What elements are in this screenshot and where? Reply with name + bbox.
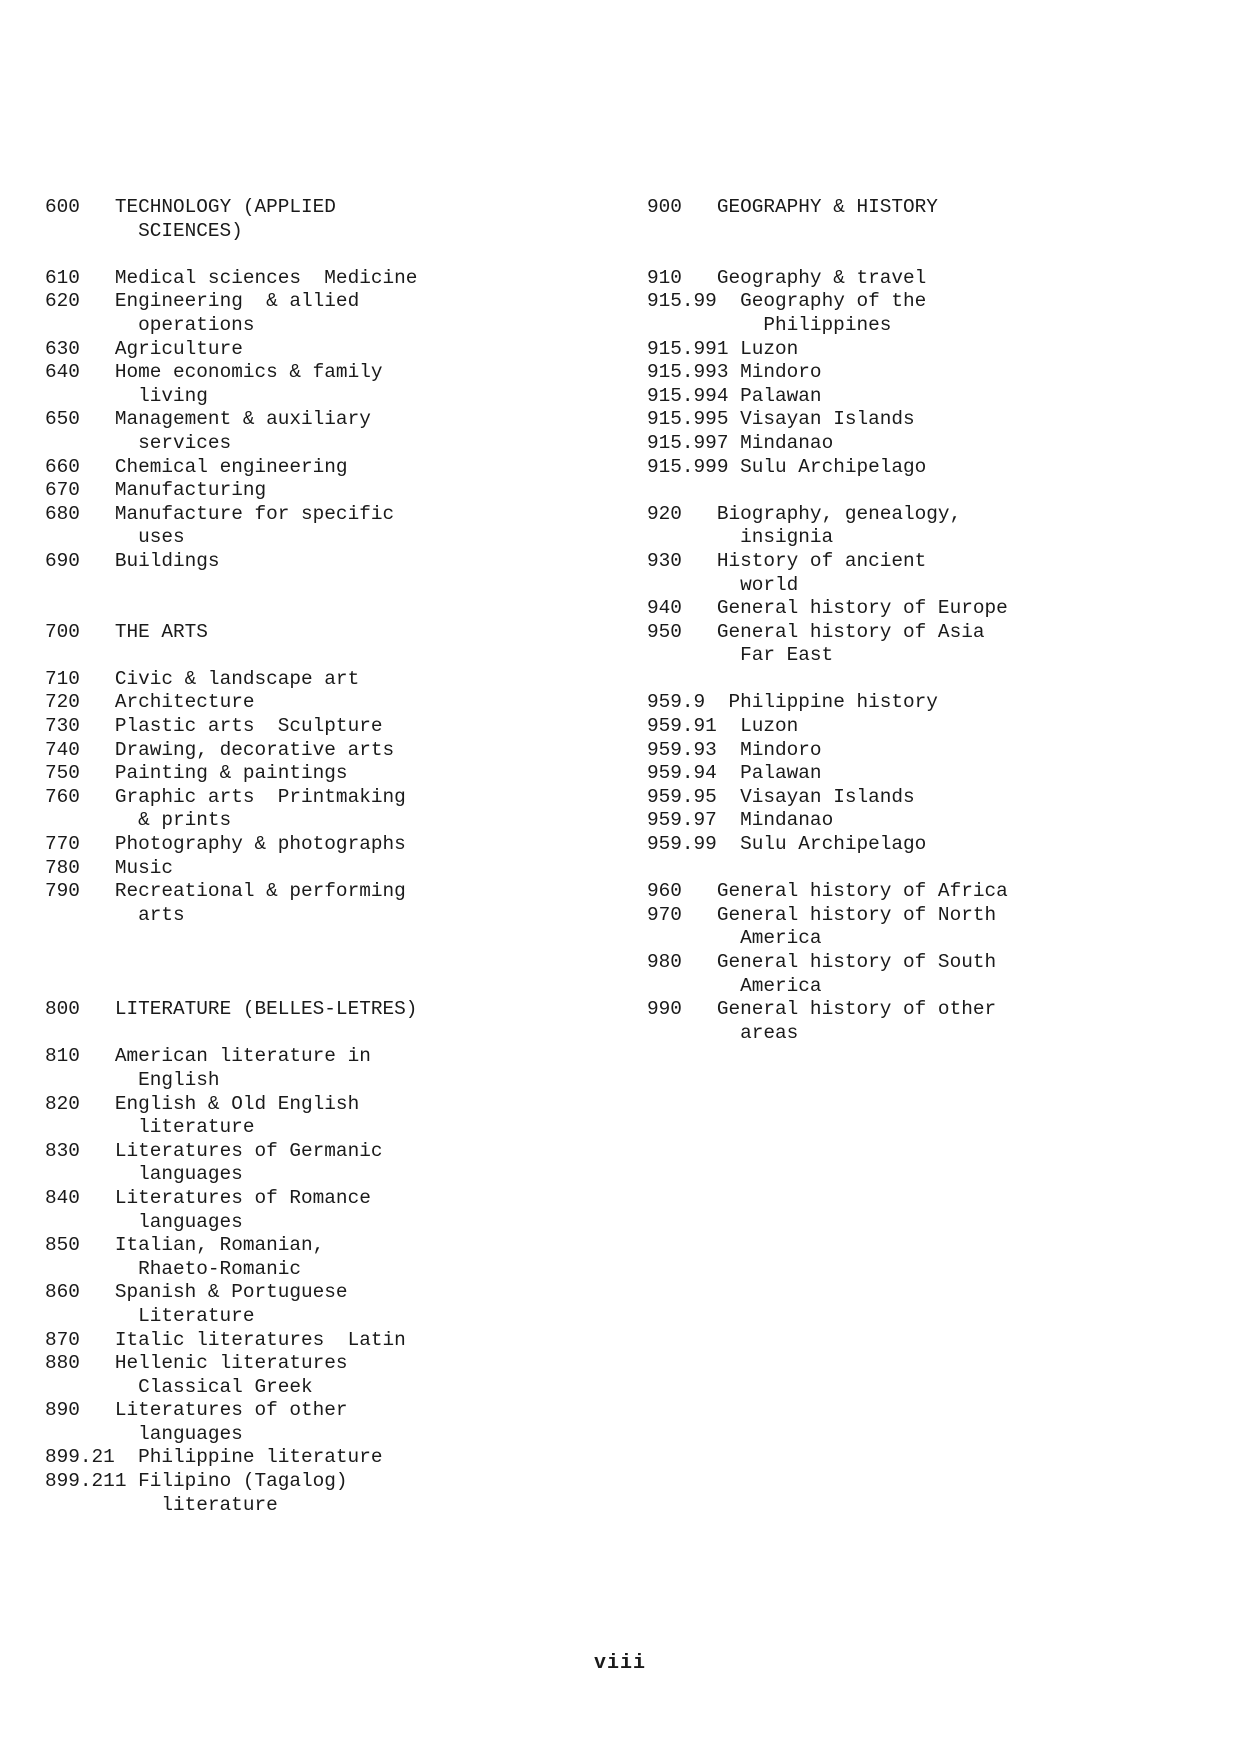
ddc-entry bbox=[45, 550, 625, 574]
ddc-entry bbox=[647, 691, 1227, 715]
ddc-entry bbox=[45, 739, 625, 763]
ddc-label-continuation: operations bbox=[45, 313, 255, 336]
ddc-entry bbox=[647, 809, 1227, 833]
ddc-label: Palawan bbox=[740, 384, 822, 407]
ddc-label: Literatures of Germanic bbox=[114, 1139, 383, 1162]
ddc-entry bbox=[647, 361, 1227, 385]
ddc-entry bbox=[45, 1045, 625, 1092]
blank-line bbox=[647, 668, 1227, 692]
ddc-entry bbox=[647, 290, 1227, 337]
ddc-code: 959.99 bbox=[647, 833, 717, 856]
ddc-label: History of ancient bbox=[716, 549, 927, 572]
ddc-label: Mindanao bbox=[740, 809, 834, 832]
ddc-label: Graphic arts Printmaking bbox=[114, 785, 406, 808]
ddc-entry bbox=[647, 762, 1227, 786]
ddc-code: 959.94 bbox=[647, 762, 717, 785]
ddc-entry bbox=[45, 1470, 625, 1517]
ddc-label: Biography, genealogy, bbox=[716, 502, 962, 525]
ddc-entry bbox=[647, 456, 1227, 480]
ddc-label: Hellenic literatures bbox=[114, 1352, 348, 1375]
ddc-code: 920 bbox=[647, 502, 682, 525]
ddc-entry bbox=[647, 503, 1227, 550]
ddc-code: 720 bbox=[45, 691, 80, 714]
ddc-entry bbox=[647, 432, 1227, 456]
ddc-entry bbox=[647, 621, 1227, 668]
ddc-code: 960 bbox=[647, 880, 682, 903]
ddc-entry bbox=[45, 1281, 625, 1328]
ddc-label: Painting & paintings bbox=[114, 762, 348, 785]
ddc-code: 899.21 bbox=[45, 1446, 115, 1469]
ddc-label: TECHNOLOGY (APPLIED bbox=[114, 196, 336, 218]
ddc-code: 670 bbox=[45, 479, 80, 502]
ddc-entry bbox=[647, 880, 1227, 904]
ddc-code: 860 bbox=[45, 1281, 80, 1304]
ddc-label: Sulu Archipelago bbox=[740, 833, 927, 856]
right-column bbox=[647, 196, 1227, 1045]
ddc-code: 915.999 bbox=[647, 455, 729, 478]
ddc-label: General history of South bbox=[716, 951, 997, 973]
ddc-code: 840 bbox=[45, 1186, 80, 1209]
ddc-entry bbox=[45, 621, 625, 645]
ddc-code: 910 bbox=[647, 266, 682, 289]
ddc-label: Engineering & allied bbox=[114, 290, 360, 313]
ddc-label: Management & auxiliary bbox=[114, 408, 371, 431]
ddc-label: Architecture bbox=[114, 691, 255, 714]
ddc-entry bbox=[45, 1093, 625, 1140]
ddc-entry bbox=[45, 267, 625, 291]
ddc-entry bbox=[45, 196, 625, 243]
ddc-entry bbox=[647, 597, 1227, 621]
ddc-label: American literature in bbox=[114, 1045, 371, 1068]
ddc-entry bbox=[45, 880, 625, 927]
ddc-code: 980 bbox=[647, 951, 682, 973]
ddc-entry bbox=[647, 385, 1227, 409]
ddc-label: Literatures of Romance bbox=[114, 1186, 371, 1209]
ddc-entry bbox=[45, 1352, 625, 1399]
ddc-label-continuation: Literature bbox=[45, 1304, 255, 1327]
ddc-entry bbox=[45, 1329, 625, 1353]
ddc-label-continuation: arts bbox=[45, 903, 185, 926]
ddc-code: 870 bbox=[45, 1328, 80, 1351]
ddc-label: Recreational & performing bbox=[114, 880, 406, 903]
blank-line bbox=[45, 1022, 625, 1046]
ddc-entry bbox=[647, 739, 1227, 763]
ddc-label: Spanish & Portuguese bbox=[114, 1281, 348, 1304]
blank-line bbox=[45, 574, 625, 598]
ddc-label: Filipino (Tagalog) bbox=[138, 1470, 348, 1493]
ddc-code: 915.991 bbox=[647, 337, 729, 360]
blank-line bbox=[45, 951, 625, 975]
ddc-code: 915.994 bbox=[647, 384, 729, 407]
ddc-label: General history of other bbox=[716, 998, 997, 1021]
ddc-label: General history of Asia bbox=[716, 620, 985, 643]
ddc-label: Medical sciences Medicine bbox=[114, 266, 418, 289]
ddc-label-continuation: living bbox=[45, 384, 208, 407]
ddc-code: 700 bbox=[45, 620, 80, 643]
ddc-label-continuation: English bbox=[45, 1068, 220, 1091]
ddc-label: Manufacture for specific bbox=[114, 502, 395, 525]
ddc-label: Manufacturing bbox=[114, 479, 267, 502]
ddc-label: General history of North bbox=[716, 903, 997, 926]
blank-line bbox=[647, 243, 1227, 267]
ddc-entry bbox=[647, 715, 1227, 739]
ddc-entry bbox=[647, 904, 1227, 951]
ddc-label: LITERATURE (BELLES-LETRES) bbox=[114, 998, 418, 1021]
ddc-code: 710 bbox=[45, 667, 80, 690]
ddc-code: 880 bbox=[45, 1352, 80, 1375]
ddc-code: 950 bbox=[647, 620, 682, 643]
ddc-entry bbox=[45, 479, 625, 503]
ddc-entry bbox=[647, 786, 1227, 810]
blank-line bbox=[45, 644, 625, 668]
ddc-code: 940 bbox=[647, 597, 682, 620]
ddc-entry bbox=[647, 998, 1227, 1045]
ddc-entry bbox=[45, 998, 625, 1022]
ddc-label-continuation: languages bbox=[45, 1422, 243, 1445]
ddc-label-continuation: Far East bbox=[647, 644, 834, 667]
ddc-entry bbox=[647, 408, 1227, 432]
ddc-code: 915.995 bbox=[647, 408, 729, 431]
ddc-code: 930 bbox=[647, 549, 682, 572]
ddc-entry bbox=[45, 668, 625, 692]
ddc-label: Italic literatures Latin bbox=[114, 1328, 406, 1351]
ddc-entry bbox=[45, 290, 625, 337]
ddc-code: 640 bbox=[45, 361, 80, 384]
blank-line bbox=[45, 597, 625, 621]
ddc-code: 600 bbox=[45, 196, 80, 218]
blank-line bbox=[45, 243, 625, 267]
ddc-entry bbox=[45, 1140, 625, 1187]
ddc-entry bbox=[45, 833, 625, 857]
ddc-label-continuation: insignia bbox=[647, 526, 834, 549]
ddc-label: Luzon bbox=[740, 715, 799, 738]
ddc-label: Plastic arts Sculpture bbox=[114, 715, 383, 738]
ddc-entry bbox=[45, 503, 625, 550]
ddc-code: 820 bbox=[45, 1092, 80, 1115]
ddc-label: Mindoro bbox=[740, 738, 822, 761]
ddc-code: 850 bbox=[45, 1234, 80, 1257]
ddc-label-continuation: languages bbox=[45, 1210, 243, 1233]
ddc-label-continuation: literature bbox=[45, 1493, 278, 1516]
blank-line bbox=[647, 857, 1227, 881]
ddc-label-continuation: America bbox=[647, 974, 822, 997]
ddc-code: 915.99 bbox=[647, 290, 717, 313]
ddc-code: 800 bbox=[45, 998, 80, 1021]
ddc-label: Geography & travel bbox=[716, 266, 927, 289]
ddc-label-continuation: languages bbox=[45, 1163, 243, 1186]
ddc-entry bbox=[45, 857, 625, 881]
ddc-code: 660 bbox=[45, 455, 80, 478]
ddc-code: 959.95 bbox=[647, 785, 717, 808]
ddc-code: 915.997 bbox=[647, 431, 729, 454]
blank-line bbox=[45, 975, 625, 999]
ddc-code: 830 bbox=[45, 1139, 80, 1162]
ddc-label: Visayan Islands bbox=[740, 785, 915, 808]
ddc-code: 630 bbox=[45, 337, 80, 360]
blank-line bbox=[45, 927, 625, 951]
ddc-entry bbox=[45, 691, 625, 715]
ddc-code: 810 bbox=[45, 1045, 80, 1068]
blank-line bbox=[647, 220, 1227, 244]
ddc-code: 959.91 bbox=[647, 715, 717, 738]
ddc-code: 760 bbox=[45, 785, 80, 808]
ddc-label: Civic & landscape art bbox=[114, 667, 360, 690]
ddc-label: Palawan bbox=[740, 762, 822, 785]
ddc-label-continuation: services bbox=[45, 431, 232, 454]
ddc-code: 780 bbox=[45, 856, 80, 879]
ddc-entry bbox=[45, 338, 625, 362]
ddc-entry bbox=[45, 1187, 625, 1234]
ddc-code: 680 bbox=[45, 502, 80, 525]
ddc-label: Geography of the bbox=[740, 290, 927, 313]
ddc-entry bbox=[647, 951, 1227, 998]
ddc-label-continuation: world bbox=[647, 573, 799, 596]
ddc-label: GEOGRAPHY & HISTORY bbox=[716, 196, 938, 218]
ddc-code: 740 bbox=[45, 738, 80, 761]
ddc-label-continuation: areas bbox=[647, 1021, 799, 1044]
ddc-code: 900 bbox=[647, 196, 682, 218]
ddc-entry bbox=[647, 267, 1227, 291]
ddc-label: Mindoro bbox=[740, 361, 822, 384]
ddc-code: 970 bbox=[647, 903, 682, 926]
ddc-label: Philippine history bbox=[728, 691, 938, 714]
ddc-label: General history of Africa bbox=[716, 880, 1008, 903]
ddc-code: 690 bbox=[45, 549, 80, 572]
blank-line bbox=[647, 479, 1227, 503]
ddc-code: 610 bbox=[45, 266, 80, 289]
ddc-label: Visayan Islands bbox=[740, 408, 915, 431]
ddc-entry bbox=[647, 338, 1227, 362]
ddc-entry bbox=[45, 408, 625, 455]
ddc-entry bbox=[45, 361, 625, 408]
ddc-code: 959.9 bbox=[647, 691, 706, 714]
ddc-label-continuation: Rhaeto-Romanic bbox=[45, 1257, 301, 1280]
ddc-code: 899.211 bbox=[45, 1470, 127, 1493]
ddc-code: 750 bbox=[45, 762, 80, 785]
ddc-entry bbox=[45, 1234, 625, 1281]
ddc-label: Sulu Archipelago bbox=[740, 455, 927, 478]
ddc-code: 959.93 bbox=[647, 738, 717, 761]
ddc-code: 959.97 bbox=[647, 809, 717, 832]
ddc-label: THE ARTS bbox=[114, 620, 208, 643]
ddc-entry bbox=[647, 196, 1227, 220]
ddc-code: 790 bbox=[45, 880, 80, 903]
ddc-entry bbox=[647, 550, 1227, 597]
ddc-label-continuation: SCIENCES) bbox=[45, 219, 243, 242]
ddc-code: 990 bbox=[647, 998, 682, 1021]
ddc-label: Photography & photographs bbox=[114, 833, 406, 856]
ddc-code: 770 bbox=[45, 833, 80, 856]
ddc-label: Buildings bbox=[114, 549, 220, 572]
ddc-label: Agriculture bbox=[114, 337, 243, 360]
ddc-entry bbox=[45, 715, 625, 739]
ddc-code: 730 bbox=[45, 715, 80, 738]
ddc-label-continuation: & prints bbox=[45, 809, 232, 832]
ddc-label: Chemical engineering bbox=[114, 455, 348, 478]
left-column bbox=[45, 196, 625, 1517]
ddc-entry bbox=[647, 833, 1227, 857]
ddc-label: Luzon bbox=[740, 337, 799, 360]
ddc-label: Mindanao bbox=[740, 431, 834, 454]
ddc-code: 650 bbox=[45, 408, 80, 431]
ddc-label-continuation: Philippines bbox=[647, 313, 892, 336]
ddc-entry bbox=[45, 456, 625, 480]
ddc-entry bbox=[45, 1399, 625, 1446]
ddc-label-continuation: Classical Greek bbox=[45, 1375, 313, 1398]
ddc-code: 620 bbox=[45, 290, 80, 313]
ddc-label: Philippine literature bbox=[138, 1446, 383, 1469]
ddc-label: English & Old English bbox=[114, 1092, 360, 1115]
page-number: viii bbox=[593, 1652, 646, 1675]
ddc-label-continuation: uses bbox=[45, 526, 185, 549]
ddc-label: Literatures of other bbox=[114, 1399, 348, 1422]
ddc-entry bbox=[45, 1446, 625, 1470]
ddc-label: General history of Europe bbox=[716, 597, 1008, 620]
ddc-label: Italian, Romanian, bbox=[114, 1234, 325, 1257]
ddc-code: 915.993 bbox=[647, 361, 729, 384]
ddc-entry bbox=[45, 786, 625, 833]
ddc-code: 890 bbox=[45, 1399, 80, 1422]
ddc-label-continuation: literature bbox=[45, 1116, 255, 1139]
ddc-label-continuation: America bbox=[647, 927, 822, 950]
ddc-entry bbox=[45, 762, 625, 786]
ddc-label: Home economics & family bbox=[114, 361, 383, 384]
ddc-label: Drawing, decorative arts bbox=[114, 738, 395, 761]
ddc-label: Music bbox=[114, 856, 174, 879]
